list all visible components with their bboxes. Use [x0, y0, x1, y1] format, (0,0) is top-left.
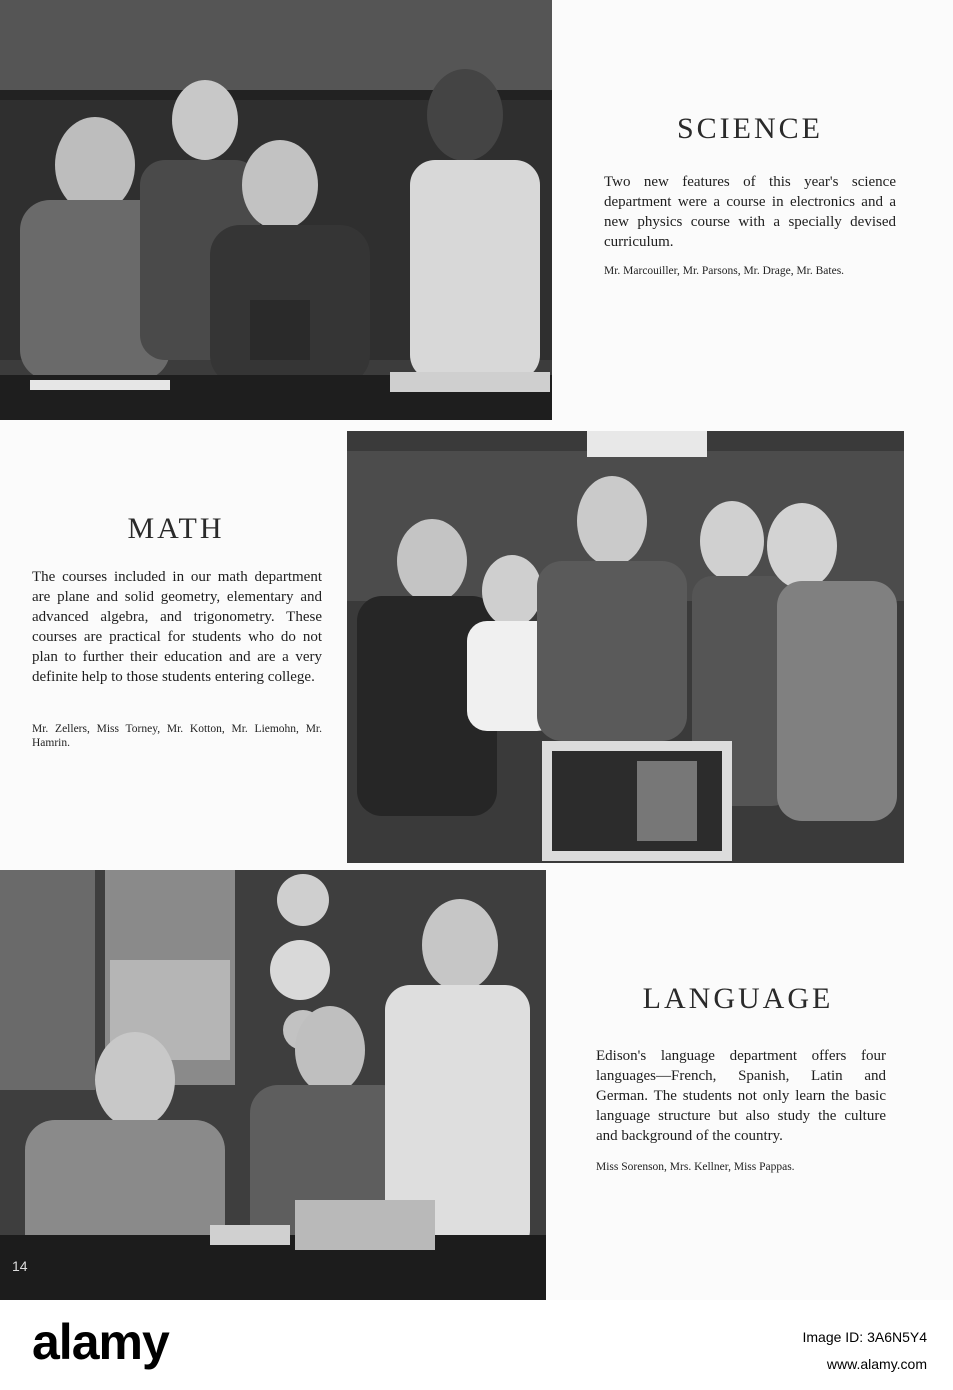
- science-caption: Mr. Marcouiller, Mr. Parsons, Mr. Drage, Mr. Bates.: [604, 265, 845, 277]
- science-heading: SCIENCE: [676, 112, 823, 145]
- page-number: 14: [12, 1258, 28, 1274]
- language-photo: [0, 870, 546, 1300]
- language-body: Edison's language department offers four languages—French, Spanish, Latin and German. The students not only learn the basic language structure but also study the culture and background of the country.: [596, 1048, 886, 1144]
- science-body: Two new features of this year's science department were a course in electronics and a new physics course with a specially devised curriculum.: [604, 174, 896, 250]
- brand-logo: alamy: [32, 1314, 169, 1370]
- language-heading: LANGUAGE: [642, 982, 834, 1015]
- math-body: The courses included in our math department are plane and solid geometry, elementary and advanced algebra, and trigonometry. These courses are practical for students who do not plan to further their education and are a very definite help to those students entering college.: [32, 569, 322, 685]
- math-heading: MATH: [127, 512, 225, 545]
- math-photo: [347, 431, 904, 863]
- site-url[interactable]: www.alamy.com: [826, 1356, 927, 1372]
- science-photo: [0, 0, 552, 420]
- image-id: Image ID: 3A6N5Y4: [802, 1329, 927, 1345]
- math-caption: Mr. Zellers, Miss Torney, Mr. Kotton, Mr. Liemohn, Mr. Hamrin.: [32, 723, 322, 749]
- language-caption: Miss Sorenson, Mrs. Kellner, Miss Pappas.: [596, 1161, 795, 1173]
